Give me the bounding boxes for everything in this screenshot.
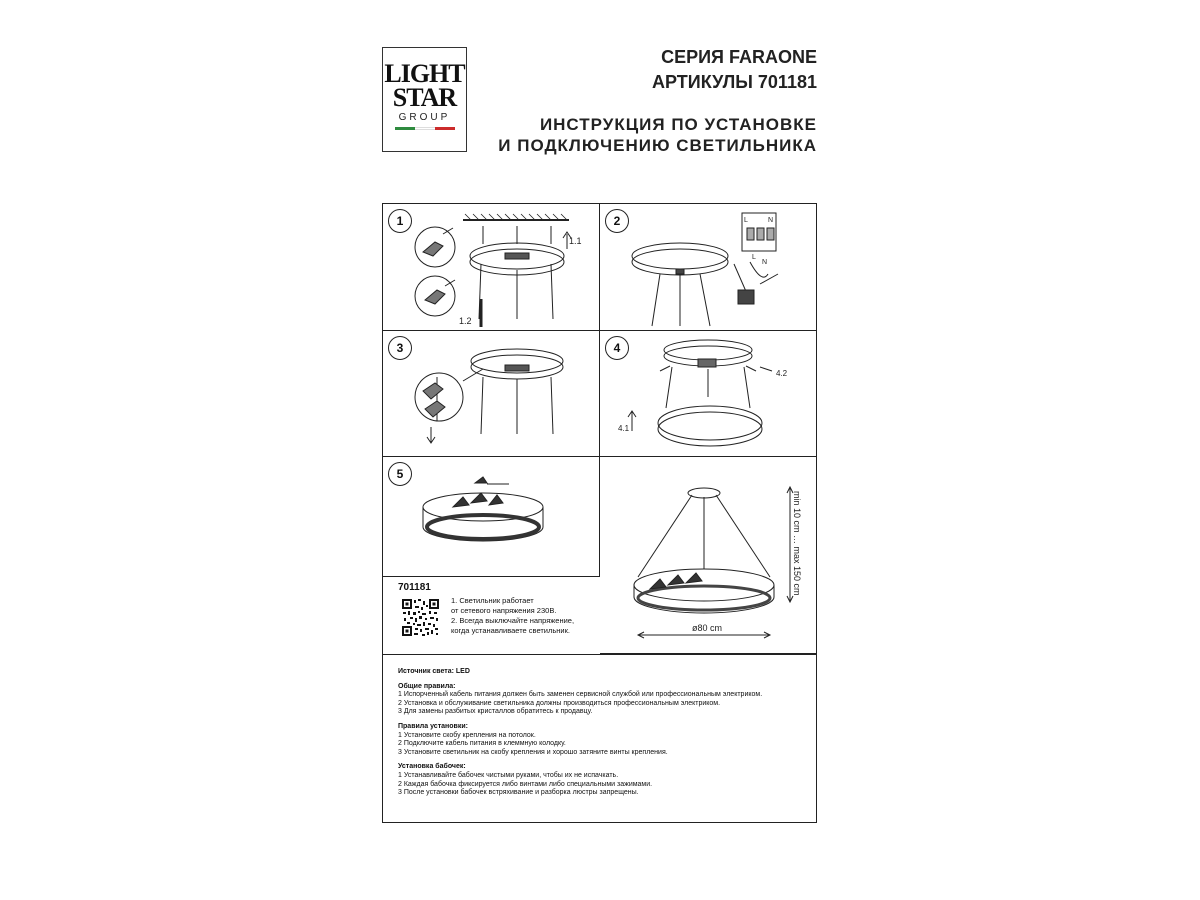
general-rule: 2 Установка и обслуживание светильника должны производиться профессиональным электриком. [398, 699, 721, 707]
height-range-label: min 10 cm … max 150 cm [792, 491, 802, 596]
instruction-sheet [382, 203, 817, 823]
product-sku: 701181 [398, 582, 431, 593]
install-rule: 1 Установите скобу крепления на потолок. [398, 731, 536, 739]
step-2-badge: 2 [605, 209, 629, 233]
step-1-panel [383, 204, 600, 331]
butterfly-rule: 3 После установки бабочек встряхивание и разборка люстры запрещены. [398, 789, 639, 797]
note-line: когда устанавливаете светильник. [451, 626, 570, 635]
step-4-panel [600, 331, 816, 457]
label-4-2: 4.2 [776, 369, 788, 378]
instruction-title-line2: И ПОДКЛЮЧЕНИЮ СВЕТИЛЬНИКА [498, 136, 817, 155]
wire-l-label: L [752, 254, 756, 261]
install-rule: 2 Подключите кабель питания в клеммную колодку. [398, 740, 566, 748]
step-1-illustration [383, 204, 600, 331]
terminal-l-label: L [744, 217, 748, 224]
step-2-panel [600, 204, 816, 331]
series-title: СЕРИЯ FARAONE [661, 47, 817, 67]
general-rule: 3 Для замены разбитых кристаллов обратитесь к продавцу. [398, 708, 593, 716]
qr-code-icon [402, 599, 439, 636]
instruction-title-line1: ИНСТРУКЦИЯ ПО УСТАНОВКЕ [539, 115, 817, 134]
terminal-n-label: N [768, 217, 774, 224]
dimension-illustration [600, 457, 816, 654]
product-notes [451, 596, 631, 636]
step-5-panel [383, 457, 600, 577]
general-rules-title: Общие правила: [398, 682, 456, 690]
logo-text-light: LIGHT [384, 59, 465, 88]
logo-text-group: GROUP [398, 112, 451, 123]
general-rule: 1 Испорченный кабель питания должен быть заменен сервисной службой или профессиональным электриком. [398, 691, 763, 699]
step-1-badge: 1 [388, 209, 412, 233]
light-source-label: Источник света: LED [398, 668, 470, 675]
step-5-badge: 5 [388, 462, 412, 486]
step-2-illustration [600, 204, 816, 331]
note-line: от сетевого напряжения 230В. [451, 606, 557, 615]
note-line: 1. Светильник работает [451, 596, 534, 605]
rules-text-section [383, 654, 816, 822]
dimension-panel [600, 457, 816, 654]
install-rules-title: Правила установки: [398, 722, 468, 730]
brand-logo [382, 47, 467, 152]
logo-text-star: STAR [392, 83, 457, 112]
italian-flag-stripe [395, 127, 455, 130]
step-3-panel [383, 331, 600, 457]
note-line: 2. Всегда выключайте напряжение, [451, 616, 575, 625]
butterfly-rule: 2 Каждая бабочка фиксируется либо винтами либо специальными зажимами. [398, 780, 653, 788]
butterfly-rules-title: Установка бабочек: [398, 763, 466, 771]
label-1-2: 1.2 [459, 316, 472, 326]
step-3-illustration [383, 331, 600, 457]
install-rule: 3 Установите светильник на скобу крепления и хорошо затяните винты крепления. [398, 748, 668, 756]
diameter-label: ø80 cm [692, 623, 723, 633]
step-3-badge: 3 [388, 336, 412, 360]
label-1-1: 1.1 [569, 236, 582, 246]
step-4-badge: 4 [605, 336, 629, 360]
step-4-illustration [600, 331, 816, 457]
step-5-illustration [383, 457, 600, 577]
label-4-1: 4.1 [618, 424, 630, 433]
article-number: АРТИКУЛЫ 701181 [652, 72, 817, 92]
butterfly-rule: 1 Устанавливайте бабочек чистыми руками, чтобы их не испачкать. [398, 771, 619, 779]
wire-n-label: N [762, 259, 768, 266]
